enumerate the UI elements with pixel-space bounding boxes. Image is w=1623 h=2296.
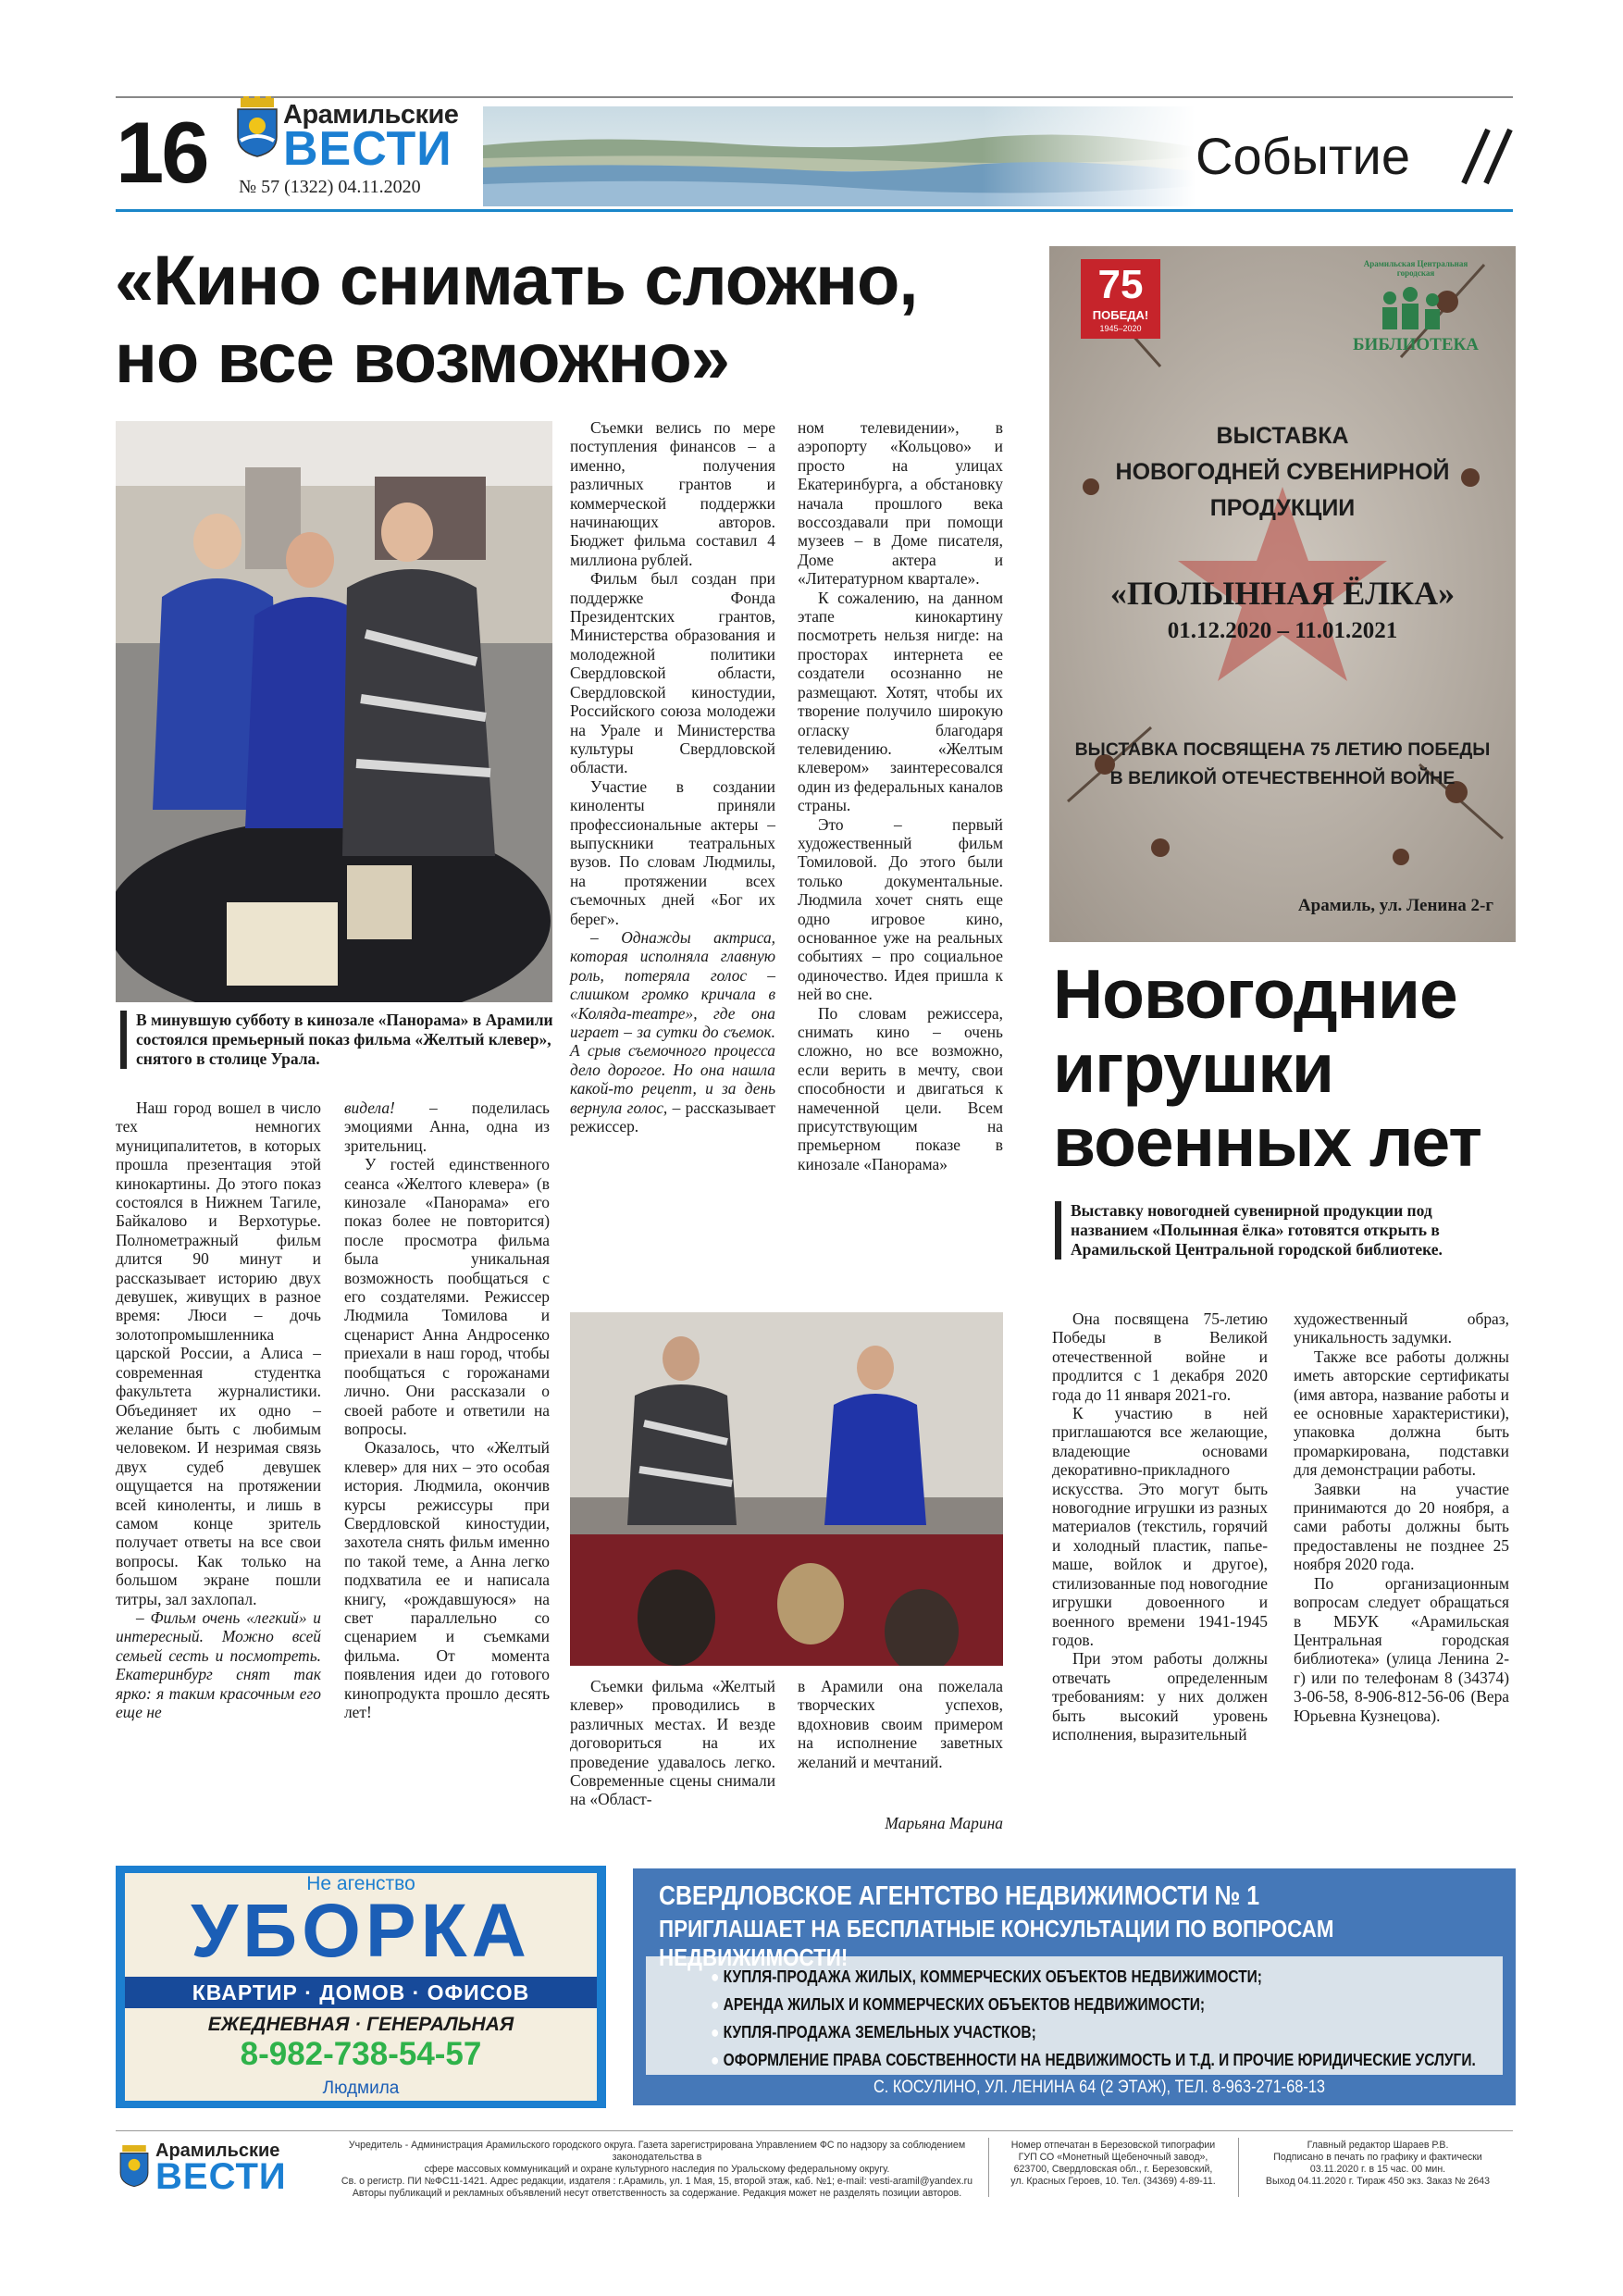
ad-cleaning-band: КВАРТИР · ДОМОВ · ОФИСОВ [125,1977,597,2008]
ad-realty-list [711,1963,1491,2074]
footer-logo-top: Арамильские [155,2141,280,2161]
poster-dates: 01.12.2020 – 11.01.2021 [1167,618,1398,643]
library-name: БИБЛИОТЕКА [1353,335,1479,354]
article1-col2-p2: У гостей единственного сеанса «Желтого клевера» (в кинозале «Панорама» его показ более не повторится) после просмотра фильма была уникальная возможность пообщаться с его создателями. Режиссер Людмила Томилова и сценарист Анна Андросенко приехали в наш город, чтобы пообщаться с горожанами лично. Они рассказали о своей работе и ответили на вопросы. [344,1155,550,1438]
article2-headline-line2: игрушки [1053,1029,1334,1107]
article1-col2-p1 [344,1098,550,1155]
ad-realty-address: С. КОСУЛИНО, УЛ. ЛЕНИНА 64 (2 ЭТАЖ), ТЕЛ. 8-963-271-68-13 [873,2078,1326,2097]
coat-of-arms-icon [235,96,279,157]
article2-col2-p2: Также все работы должны иметь авторские сертификаты (имя автора, название работы и ее основные характеристики), упаковка должна быть промаркирована, подставки для демонстрации работы. [1294,1347,1509,1480]
article1-col1 [116,1098,321,1721]
section-slashes-icon [1460,128,1514,185]
landscape-banner [483,106,1196,206]
article1-author: Марьяна Марина [885,1814,1003,1832]
library-logo-icon [1362,274,1464,333]
article1-col3-p3: Участие в создании киноленты приняли профессиональные актеры – выпускники театральных вузов. По словам Людмилы, на протяжении всех съемочных дней «Бог их берег». [570,776,775,928]
ad-realty-subtitle: ПРИГЛАШАЕТ НА БЕСПЛАТНЫЕ КОНСУЛЬТАЦИИ ПО ВОПРОСАМ НЕДВИЖИМОСТИ! [659,1915,1334,1971]
article2-col1-p3: При этом работы должны отвечать определенным требованиям: у них должен быть высокий уровень исполнения, выразительный [1052,1649,1268,1744]
ad-realty-item: ● АРЕНДА ЖИЛЫХ И КОММЕРЧЕСКИХ ОБЪЕКТОВ НЕДВИЖИМОСТИ; [711,1995,1206,2014]
footer-founder-1: Учредитель - Администрация Арамильского городского округа. Газета зарегистрирована Управлением ФС по надзору за соблюдением законодательства в [348,2140,966,2163]
article2-headline [1053,957,1525,1179]
masthead-top: Арамильские [283,100,459,130]
article1-col4-p3: Это – первый художественный фильм Томиловой. До этого были только документальные. Людмила хочет снять еще одно игровое кино, основанное уже на реальных событиях – про социальное одиночество. Идея пришла к ней во сне. [798,814,1003,1004]
victory-years: 1945–2020 [1099,324,1142,333]
library-arc-text: Арамильская Центральная городская [1363,259,1468,278]
poster-title-line3: ПРОДУКЦИИ [1209,495,1356,521]
article1-col1-p2: – Фильм очень «легкий» и интересный. Можно всей семьей сесть и посмотреть. Екатеринбург снят так ярко: я таким красочным его еще не [116,1607,321,1721]
poster-address: Арамиль, ул. Ленина 2-г [1297,896,1493,915]
footer-founder-2: сфере массовых коммуникаций и охране культурного наследия по Уральскому федеральному округу. [424,2164,890,2175]
article2-col2-p3: Заявки на участие принимаются до 20 ноября, а сами работы должны быть предоставлены не позднее 25 ноября 2020 года. [1294,1479,1509,1574]
footer-editor-2: Подписано в печать по графику и фактически [1273,2152,1482,2163]
ad-cleaning-name: Людмила [322,2079,400,2098]
footer-print-3: 623700, Свердловская обл., г. Березовский, [1013,2164,1213,2175]
article1-col4-p4: По словам режиссера, снимать кино – очень сложно, но все возможно, если верить в мечту, свои способности и двигаться к намеченной цели. Всем присутствующим на премьерном показе в кинозале «Панорама» [798,1003,1003,1173]
article1-col2-p3: Оказалось, что «Желтый клевер» для них – это особая история. Людмила, окончив курсы режиссуры при Свердловской киностудии, захотела снять фильм именно по такой теме, а Анна легко подхватила ее и написала книгу, «рождавшуюся» на свет параллельно со сценарием и съемками фильма. От момента появления идеи до готового кинопродукта прошло десять лет! [344,1438,550,1721]
footer-divider-1 [988,2138,989,2197]
article2-col1-p2: К участию в ней приглашаются все желающие, владеющие основами декоративно-прикладного искусства. Это могут быть новогодние игрушки из разных материалов (текстиль, горячий и холодный пластик, папье-маше, войлок и другое), стилизованные под новогодние игрушки довоенного и военного времени 1941-1945 годов. [1052,1404,1268,1649]
victory-number: 75 [1097,262,1144,307]
article1-col3b-p1: Съемки фильма «Желтый клевер» проводились в различных местах. И везде договориться на их проведение удавалось легко. Современные сцены снимали на «Област- [570,1677,775,1809]
footer-logo-bottom: ВЕСТИ [155,2156,287,2197]
article1-col3-p4b: – рассказывает режиссер. [570,1098,775,1136]
poster-name: «ПОЛЫННАЯ ЁЛКА» [1109,575,1456,612]
article1-col3-p4 [570,928,775,1136]
article1-col3-p4a: – Однажды актриса, которая исполняла главную роль, потеряла голос – слишком громко кричала в «Коляда-театре», где она играет – за сутки до съемок. А срыв съемочного процесса дело дорогое. Но она нашла какой-то рецепт, и за день вернула голос, [570,927,775,1117]
ad-cleaning-phone: 8-982-738-54-57 [240,2036,482,2072]
ad-realty-item: ● КУПЛЯ-ПРОДАЖА ЖИЛЫХ, КОММЕРЧЕСКИХ ОБЪЕКТОВ НЕДВИЖИМОСТИ; [711,1967,1262,1986]
victory-word: ПОБЕДА! [1092,308,1149,322]
article1-col3-p1: Съемки велись по мере поступления финансов – а именно, получения различных грантов и коммерческой поддержки начинающих авторов. Бюджет фильма составил 4 миллиона рублей. [570,418,775,569]
article1-col4-p1: ном телевидении», в аэропорту «Кольцово» и просто на улицах Екатеринбурга, а обстановку начала прошлого века воссоздавали при помощи музеев – в Доме писателя, Доме актера и «Литературном квартале». [798,418,1003,589]
article1-col3-bottom [570,1677,775,1809]
ad-cleaning-tag: Не агенство [306,1873,415,1894]
article1-col4-bottom [798,1677,1003,1771]
footer-coat-of-arms-icon [118,2143,150,2188]
article1-col3-p2: Фильм был создан при поддержке Фонда Президентских грантов, Министерства образования и молодежной политики Свердловской области, Свердловской киностудии, Российского союза молодежи на Урале и Министерства культуры Свердловской области. [570,569,775,777]
article2-lead: Выставку новогодней сувенирной продукции под названием «Полынная ёлка» готовятся открыть в Арамильской Центральной городской библиотеке. [1055,1201,1513,1260]
footer-founder-4: Авторы публикаций и рекламных объявлений несут ответственность за содержание. Редакция может не разделять позиции авторов. [352,2188,962,2199]
article1-headline-line2: но все возможно» [115,319,730,398]
photo-filmmakers-on-stage [570,1312,1003,1666]
article1-col4 [798,418,1003,1173]
footer-print-1: Номер отпечатан в Березовской типографии [1010,2140,1216,2151]
ad-realty-title: СВЕРДЛОВСКОЕ АГЕНТСТВО НЕДВИЖИМОСТИ № 1 [659,1881,1260,1911]
article1-headline-line1: «Кино снимать сложно, [115,242,918,320]
article2-headline-line3: военных лет [1053,1103,1481,1181]
article1-col4-p2: К сожалению, на данном этапе кинокартину посмотреть нельзя нигде: на просторах интернета ее создатели осознанно не размещают. Хотят, чтобы их творение получило широкую огласку благодаря телевидению. «Желтым клевером» заинтересовался один из федеральных каналов страны. [798,588,1003,815]
article1-col2-p1a: видела! [344,1098,395,1117]
article1-col2-p1b: – поделилась эмоциями Анна, одна из зрительниц. [344,1098,550,1155]
footer-print [992,2140,1234,2188]
issue-number: № 57 (1322) 04.11.2020 [239,177,421,197]
section-title: Событие [1196,127,1410,185]
footer-founder [333,2140,981,2200]
article1-col2 [344,1098,550,1721]
article2-col1-p1: Она посвящена 75-летию Победы в Великой отечественной войне и продлится с 1 декабря 2020 года до 11 января 2021-го. [1052,1309,1268,1404]
poster-dedication [1049,736,1516,793]
article1-headline [115,242,1022,398]
article2-col2 [1294,1309,1509,1725]
header-rule-top [116,96,1513,98]
article1-col4b-p1: в Арамили она пожелала творческих успехов, вдохновив своим примером на исполнение заветных желаний и мечтаний. [798,1677,1003,1771]
ad-cleaning-title: УБОРКА [191,1889,531,1973]
footer-divider-2 [1238,2138,1239,2197]
footer-print-4: ул. Красных Героев, 10. Тел. (34369) 4-89-11. [1010,2176,1216,2187]
poster-title [1049,418,1516,527]
article1-col1-p1: Наш город вошел в число тех немногих муниципалитетов, в которых прошла презентация этой кинокартины. До этого показ состоялся в Нижнем Тагиле, Байкалово и Верхотурье. Полнометражный фильм длится 90 минут и рассказывает историю двух девушек, живущих в разное время: Люси – дочь золотопромышленника царской России, а Алиса – современная студентка факультета журналистики. Объединяет их одно – желание быть с любимым человеком. И незримая связь двух судеб девушек ощущается на протяжении всей киноленты, и лишь в самом конце зритель получает ответы на все свои вопросы. Как только на большом экране пошли титры, зал захлопал. [116,1098,321,1608]
footer-editor [1242,2140,1514,2188]
ad-realty-item: ● КУПЛЯ-ПРОДАЖА ЗЕМЕЛЬНЫХ УЧАСТКОВ; [711,2023,1036,2042]
footer-editor-4: Выход 04.11.2020 г. Тираж 450 экз. Заказ № 2643 [1265,2176,1491,2187]
masthead-bottom: ВЕСТИ [283,122,452,176]
page-number: 16 [116,104,207,201]
ad-cleaning [116,1866,606,2108]
article2-headline-line1: Новогодние [1053,955,1457,1033]
article1-col3 [570,418,775,1136]
ad-realty-item: ● ОФОРМЛЕНИЕ ПРАВА СОБСТВЕННОСТИ НА НЕДВИЖИМОСТЬ И Т.Д. И ПРОЧИЕ ЮРИДИЧЕСКИЕ УСЛУГИ. [711,2051,1476,2069]
ad-cleaning-sub: ЕЖЕДНЕВНАЯ · ГЕНЕРАЛЬНАЯ [207,2014,514,2035]
ad-realty [633,1868,1516,2105]
article2-col2-p4: По организационным вопросам следует обращаться в МБУК «Арамильская Центральная городская библиотека» (улица Ленина 2-г) или по телефонам 8 (34374) 3-06-58, 8-906-812-56-06 (Вера Юрьевна Кузнецова). [1294,1573,1509,1725]
poster-dedication-line1: ВЫСТАВКА ПОСВЯЩЕНА 75 ЛЕТИЮ ПОБЕДЫ [1074,739,1491,760]
footer-rule [116,2130,1513,2131]
poster-dedication-line2: В ВЕЛИКОЙ ОТЕЧЕСТВЕННОЙ ВОЙНЕ [1109,768,1456,788]
footer-editor-1: Главный редактор Шараев Р.В. [1307,2140,1449,2151]
article2-col2-p1: художественный образ, уникальность задумки. [1294,1309,1509,1347]
header-rule-bottom [116,209,1513,212]
poster-title-line2: НОВОГОДНЕЙ СУВЕНИРНОЙ [1115,459,1450,485]
footer-founder-3: Св. о регистр. ПИ №ФС11-1421. Адрес редакции, издателя : г.Арамиль, ул. 1 Мая, 15, второй этаж, каб. №1; e-mail: vesti-aramil@yandex.ru [341,2176,973,2187]
footer-print-2: ГУП СО «Монетный Щебеночный завод», [1018,2152,1208,2163]
article1-lead: В минувшую субботу в кинозале «Панорама» в Арамили состоялся премьерный показ фильма «Желтый клевер», снятого в столице Урала. [120,1011,554,1069]
photo-three-women [116,421,552,1002]
article2-col1 [1052,1309,1268,1744]
poster-title-line1: ВЫСТАВКА [1216,423,1349,449]
footer-editor-3: 03.11.2020 г. в 15 час. 00 мин. [1309,2164,1446,2175]
